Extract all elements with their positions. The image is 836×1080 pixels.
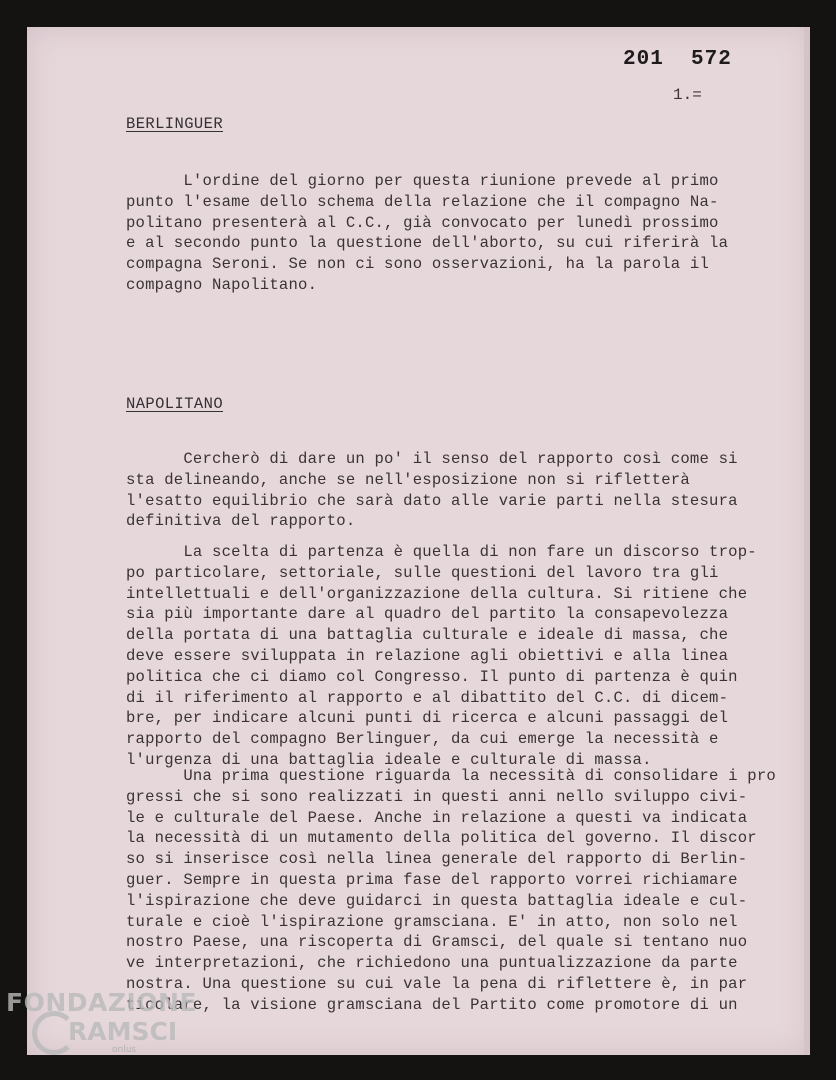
text-line: compagno Napolitano. <box>126 275 318 294</box>
fondazione-gramsci-watermark <box>6 990 197 1055</box>
paragraph <box>126 542 786 771</box>
text-line: punto l'esame dello schema della relazione che il compagno Na- <box>126 192 719 211</box>
text-line: l'ispirazione che deve guidarci in questa battaglia ideale e cul- <box>126 891 748 910</box>
text-line: sia più importante dare al quadro del partito la consapevolezza <box>126 605 729 624</box>
text-line: turale e cioè l'ispirazione gramsciana. E' in atto, non solo nel <box>126 912 738 931</box>
document-page <box>27 27 810 1055</box>
watermark-suffix: onlus <box>112 1045 137 1055</box>
text-line: compagna Seroni. Se non ci sono osservazioni, ha la parola il <box>126 255 710 274</box>
text-line: ticolare, la visione gramsciana del Partito come promotore di un <box>126 995 738 1014</box>
text-line: intellettuali e dell'organizzazione della cultura. Si ritiene che <box>126 584 748 603</box>
text-line: Cercherò di dare un po' il senso del rapporto così come si <box>126 450 738 468</box>
archive-number: 201 572 <box>623 48 732 71</box>
text-line: po particolare, settoriale, sulle questioni del lavoro tra gli <box>126 563 719 582</box>
text-line: rapporto del compagno Berlinguer, da cui emerge la necessità e <box>126 730 719 749</box>
text-line: della portata di una battaglia culturale e ideale di massa, che <box>126 626 729 645</box>
text-line: Una prima questione riguarda la necessità di consolidare i pro <box>126 767 776 785</box>
speaker-heading-berlinguer: BERLINGUER <box>126 115 224 133</box>
text-line: politano presenterà al C.C., già convocato per lunedì prossimo <box>126 213 719 232</box>
text-line: politica che ci diamo col Congresso. Il punto di partenza è quin <box>126 667 738 686</box>
text-line: le e culturale del Paese. Anche in relazione a questi va indicata <box>126 808 748 827</box>
paragraph <box>126 171 786 296</box>
text-line: ve interpretazioni, che richiedono una puntualizzazione da parte <box>126 954 738 973</box>
watermark-line2: RAMSCI <box>68 1017 178 1046</box>
text-line: La scelta di partenza è quella di non fare un discorso trop- <box>126 543 757 561</box>
text-line: nostra. Una questione su cui vale la pena di riflettere è, in par <box>126 974 748 993</box>
paragraph <box>126 766 786 1016</box>
text-line: guer. Sempre in questa prima fase del rapporto vorrei richiamare <box>126 870 738 889</box>
text-line: so si inserisce così nella linea generale del rapporto di Berlin- <box>126 850 748 869</box>
watermark-line1: FONDAZIONE <box>6 988 198 1017</box>
page-number: 1.= <box>673 86 702 104</box>
text-line: bre, per indicare alcuni punti di ricerca e alcuni passaggi del <box>126 709 729 728</box>
paragraph <box>126 449 786 532</box>
text-line: di il riferimento al rapporto e al dibattito del C.C. di dicem- <box>126 688 729 707</box>
text-line: L'ordine del giorno per questa riunione prevede al primo <box>126 172 719 190</box>
text-line: definitiva del rapporto. <box>126 512 356 531</box>
text-line: e al secondo punto la questione dell'aborto, su cui riferirà la <box>126 234 729 253</box>
text-line: l'urgenza di una battaglia ideale e culturale di massa. <box>126 750 652 769</box>
watermark-g-logo-icon <box>32 1011 76 1055</box>
speaker-heading-napolitano: NAPOLITANO <box>126 395 224 413</box>
text-line: sta delineando, anche se nell'esposizione non si rifletterà <box>126 470 690 489</box>
watermark-line2-wrap <box>68 1019 197 1044</box>
page-edge <box>804 27 810 1055</box>
text-line: la necessità di un mutamento della politica del governo. Il discor <box>126 829 757 848</box>
text-line: nostro Paese, una riscoperta di Gramsci, del quale si tentano nuo <box>126 933 748 952</box>
text-line: l'esatto equilibrio che sarà dato alle varie parti nella stesura <box>126 491 738 510</box>
text-line: deve essere sviluppata in relazione agli obiettivi e alla linea <box>126 646 729 665</box>
text-line: gressi che si sono realizzati in questi anni nello sviluppo civi- <box>126 787 748 806</box>
